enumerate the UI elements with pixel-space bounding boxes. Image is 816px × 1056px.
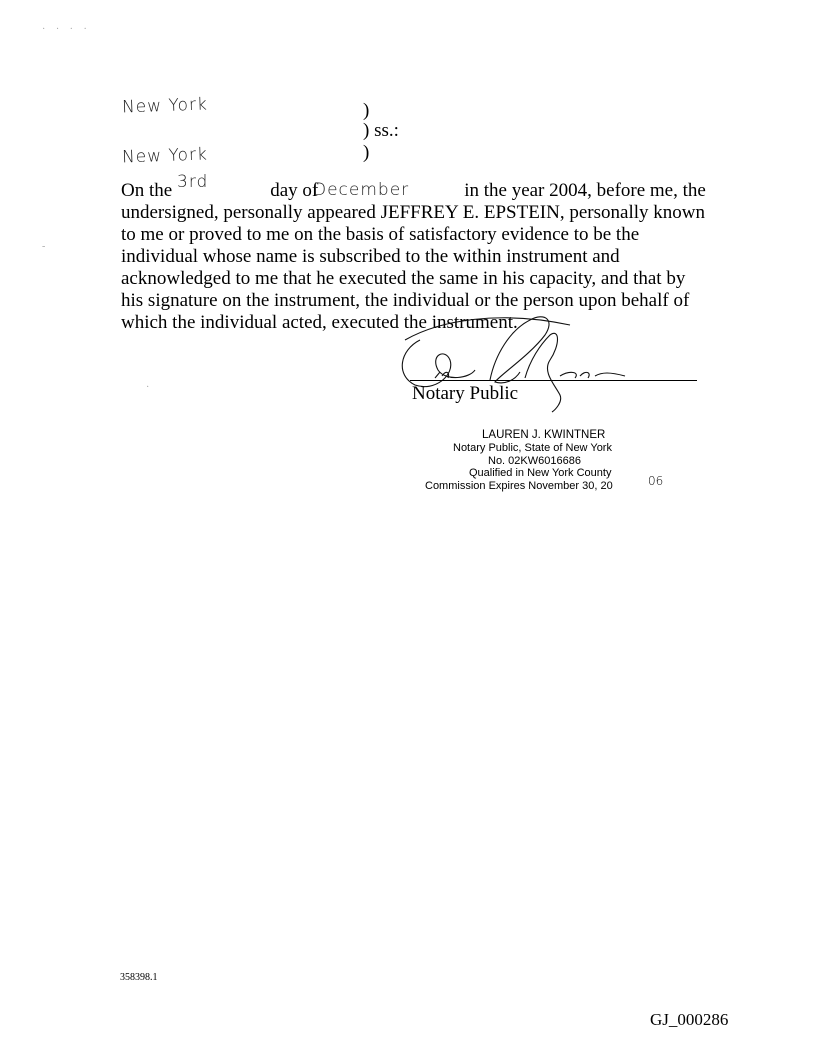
- commission-year-handwritten: 06: [648, 474, 664, 488]
- bates-number: GJ_000286: [650, 1010, 729, 1029]
- text-year: in the year 2004, before me, the: [464, 180, 706, 201]
- scan-speckle: · · · ·: [42, 24, 91, 35]
- acknowledgment-line: to me or proved to me on the basis of satisfactory evidence to be the: [121, 224, 640, 245]
- acknowledgment-line: acknowledged to me that he executed the same in his capacity, and that by: [121, 268, 686, 289]
- month-handwritten: December: [313, 180, 410, 200]
- acknowledgment-line: which the individual acted, executed the instrument.: [121, 312, 518, 333]
- day-value: 3rd: [177, 172, 209, 192]
- notary-public-label: Notary Public: [412, 383, 519, 404]
- text-day-of: day of: [270, 180, 319, 201]
- text-on-the: On the: [121, 180, 173, 201]
- stamp-notary-name: LAUREN J. KWINTNER: [482, 429, 606, 441]
- stamp-notary-number: No. 02KW6016686: [488, 455, 581, 467]
- signature-line: [410, 380, 697, 381]
- scan-speckle: -: [42, 241, 46, 252]
- acknowledgment-line: his signature on the instrument, the individual or the person upon behalf of: [121, 290, 690, 311]
- venue-county-handwritten: New York: [121, 144, 209, 168]
- venue-bracket: ): [363, 100, 370, 121]
- stamp-commission: Commission Expires November 30, 20: [425, 480, 613, 492]
- venue-ss: ) ss.:: [363, 120, 399, 141]
- document-number: 358398.1: [120, 972, 158, 983]
- acknowledgment-line: individual whose name is subscribed to the within instrument and: [121, 246, 620, 267]
- scan-speckle: ·: [146, 382, 150, 393]
- venue-bracket: ): [363, 142, 370, 163]
- acknowledgment-line: undersigned, personally appeared JEFFREY E. EPSTEIN, personally known: [121, 202, 705, 223]
- venue-state-handwritten: New York: [121, 94, 209, 118]
- stamp-qualification: Qualified in New York County: [469, 467, 612, 479]
- stamp-notary-title: Notary Public, State of New York: [453, 442, 612, 454]
